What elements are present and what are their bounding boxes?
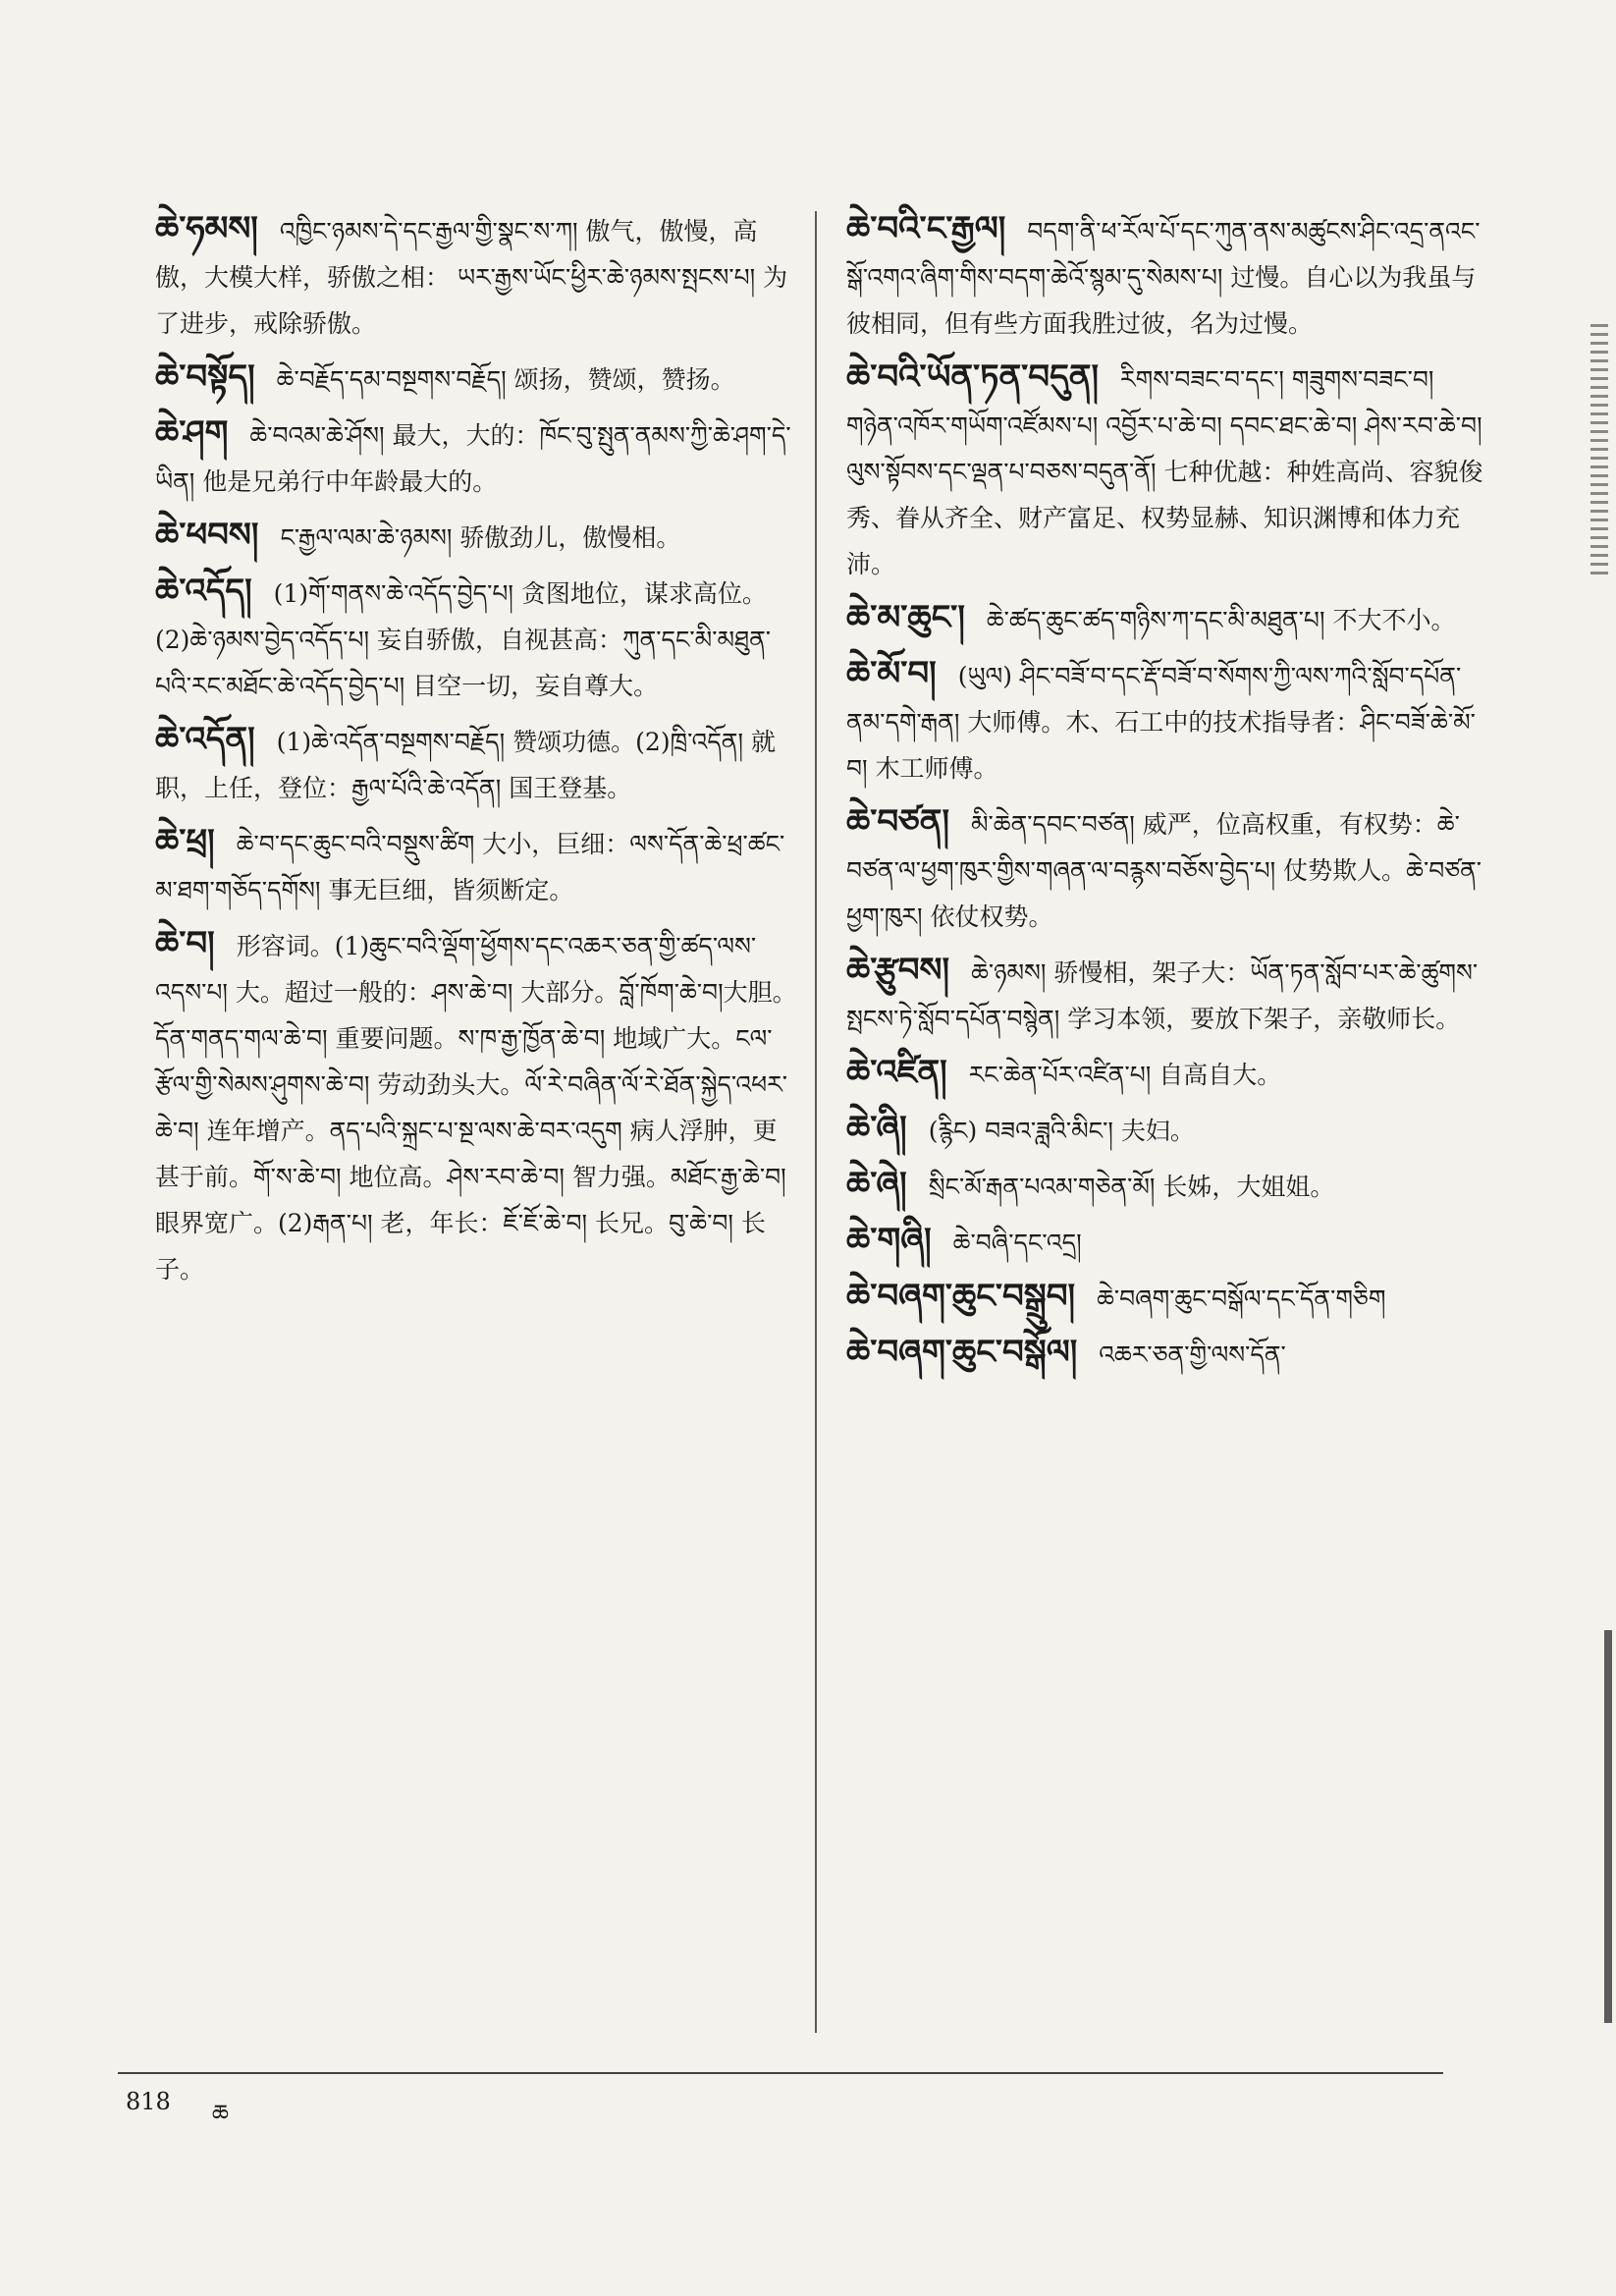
page-footer <box>126 2088 229 2154</box>
entry-headword: ཆེ་ཕབས། <box>155 516 259 555</box>
dictionary-entry <box>155 513 798 561</box>
entry-definition: མི་ཆེན་དབང་བཙན། 威严，位高权重，有权势：ཆེ་བཙན་ལ་ཕྱག་ཁུར་གྱིས་གཞན་ལ་བརྙས་བཅོས་བྱེད་པ། 仗势欺人。ཆེ་བཙན་ཕྱག་ཁུར། 依仗权势。 <box>846 810 1482 931</box>
section-letter: ཆ <box>211 2100 229 2127</box>
dictionary-entry <box>155 569 798 709</box>
entry-definition: ཆེ་བརྗོད་དམ་བསྔགས་བརྗོད། 颂扬，赞颂，赞扬。 <box>276 365 735 394</box>
entry-headword: ཆེ་ཧམས། <box>155 209 258 248</box>
dictionary-entry <box>155 355 798 403</box>
dictionary-entry <box>846 1106 1489 1154</box>
dictionary-entry <box>846 1050 1489 1098</box>
entry-headword: ཆེ་བསྟོད། <box>155 357 255 397</box>
entry-definition: རིགས་བཟང་བ་དང་། གཟུགས་བཟང་བ། གཉེན་འཁོར་གཡོག་འཛོམས་པ། འབྱོར་པ་ཆེ་བ། དབང་ཐང་ཆེ་བ། ཤེས་རབ་ཆེ་བ། ལུས་སྟོབས་དང་ལྡན་པ་བཅས་བདུན་ནོ། 七种优越：种姓高尚、容貌俊秀、眷从齐全、财产富足、权势显赫、知识渊博和体力充沛。 <box>846 365 1483 578</box>
dictionary-entry <box>846 1330 1489 1378</box>
entry-headword: ཆེ་འདོན། <box>155 720 255 759</box>
entry-definition: ཆེ་བཞི་དང་འདྲ། <box>952 1229 1082 1257</box>
dictionary-entry <box>846 651 1489 792</box>
dictionary-entry <box>846 595 1489 643</box>
entry-definition: (ཡུལ) ཤིང་བཟོ་བ་དང་རྡོ་བཟོ་བ་སོགས་ཀྱི་ལས་ཀའི་སློབ་དཔོན་ནམ་དགེ་རྒན། 大师傅。木、石工中的技术指导者：ཤིང་བཟོ་ཆེ་མོ་བ། 木工师傅。 <box>846 662 1476 783</box>
entry-headword: ཆེ་མ་ཆུང་། <box>846 598 965 637</box>
dictionary-entry <box>846 355 1489 587</box>
dictionary-entry <box>846 948 1489 1042</box>
entry-headword: ཆེ་བའི་ང་རྒྱལ། <box>846 209 1006 248</box>
entry-headword: ཆེ་ཞི། <box>846 1109 907 1148</box>
scan-edge-marks <box>1590 324 1608 579</box>
entry-headword: ཆེ་ཕྲ། <box>155 822 215 861</box>
footer-rule <box>118 2072 1443 2074</box>
entry-definition: འཁྱིང་ཉམས་དེ་དང་རྒྱལ་གྱི་སྣང་ས་ཀ། 傲气，傲慢，高傲，大模大样，骄傲之相： <box>155 217 758 292</box>
right-column <box>846 206 1489 1386</box>
entry-definition: འཆར་ཅན་གྱི་ལས་དོན་ <box>1099 1340 1286 1369</box>
entry-headword: ཆེ་གཞི། <box>846 1221 932 1260</box>
entry-headword: ཆེ་བཞག་ཆུང་བསྒྲུབ། <box>846 1277 1076 1316</box>
entry-definition: (1)གོ་གནས་ཆེ་འདོད་བྱེད་པ། 贪图地位，谋求高位。(2)ཆེ་ཉམས་བྱེད་འདོད་པ། 妄自骄傲，自视甚高：ཀུན་དང་མི་མཐུན་པའི་རང་མཐོང་ཆེ་འདོད་བྱེད་པ། 目空一切，妄自尊大。 <box>155 579 772 700</box>
entry-definition: ཡར་རྒྱས་ཡོང་ཕྱིར་ཆེ་ཉམས་སྤངས་པ། 为了进步，戒除骄傲。 <box>155 263 788 338</box>
dictionary-entry <box>846 1162 1489 1210</box>
entry-definition: 形容词。(1)ཆུང་བའི་ལྡོག་ཕྱོགས་དང་འཆར་ཅན་གྱི་ཚད་ལས་འདས་པ། 大。超过一般的：ཤས་ཆེ་བ། 大部分。བློ་ཁོག་ཆེ་བ།大胆。དོན་གནད་གལ་ཆེ་བ། 重要问题。ས་ཁ་རྒྱ་ཁྱོན་ཆེ་བ། 地域广大。ངལ་རྩོལ་གྱི་སེམས་ཤུགས་ཆེ་བ། 劳动劲头大。ལོ་རེ་བཞིན་ལོ་རེ་ཐོན་སྐྱེད་འཕར་ཆེ་བ། 连年增产。ནད་པའི་སྐྲང་པ་སྔ་ལས་ཆེ་བར་འདུག 病人浮肿，更甚于前。གོ་ས་ཆེ་བ། 地位高。ཤེས་རབ་ཆེ་བ། 智力强。མཐོང་རྒྱ་ཆེ་བ། 眼界宽广。(2)རྒན་པ། 老，年长：ཇོ་ཇོ་ཆེ་བ། 长兄。བུ་ཆེ་བ། 长子。 <box>155 932 797 1284</box>
entry-headword: ཆེ་བའི་ཡོན་ཏན་བདུན། <box>846 357 1100 397</box>
entry-definition: བདག་ནི་ཕ་རོལ་པོ་དང་ཀུན་ནས་མཚུངས་ཤིང་འདྲ་ནའང་སྒོ་འགའ་ཞིག་གིས་བདག་ཆེའོ་སྙམ་དུ་སེམས་པ། 过慢。自心以为我虽与彼相同，但有些方面我胜过彼，名为过慢。 <box>846 217 1481 338</box>
entry-definition: སྲིང་མོ་རྒན་པའམ་གཅེན་མོ། 长姊，大姐姐。 <box>928 1173 1335 1201</box>
entry-definition: ཆེ་ཉམས། 骄慢相，架子大：ཡོན་ཏན་སློབ་པར་ཆེ་ཚུགས་སྤངས་ཏེ་སློབ་དཔོན་བསྙེན། 学习本领，要放下架子，亲敬师长。 <box>846 958 1479 1033</box>
entry-definition: (1)ཆེ་འདོན་བསྔགས་བརྗོད། 赞颂功德。(2)ཁྲི་འདོན། 就职，上任，登位：རྒྱལ་པོའི་ཆེ་འདོན། 国王登基。 <box>155 728 776 802</box>
entry-headword: ཆེ་བ། <box>155 924 215 963</box>
entry-headword: ཆེ་བཙན། <box>846 802 949 842</box>
dictionary-entry <box>155 921 798 1292</box>
column-divider <box>815 211 817 2033</box>
entry-definition: ཆེ་བ་དང་ཆུང་བའི་བསྡུས་ཚིག 大小，巨细：ལས་དོན་ཆེ་ཕྲ་ཚང་མ་ཐག་གཅོད་དགོས། 事无巨细，皆须断定。 <box>155 830 785 904</box>
dictionary-entry <box>155 410 798 505</box>
entry-headword: ཆེ་འཛིན། <box>846 1053 947 1092</box>
left-column <box>155 206 798 1300</box>
entry-definition: (རྙིང) བཟའ་ཟླའི་མིང་། 夫妇。 <box>928 1117 1195 1145</box>
dictionary-entry <box>846 1274 1489 1322</box>
entry-definition: ང་རྒྱལ་ལམ་ཆེ་ཉམས། 骄傲劲儿，傲慢相。 <box>280 523 681 552</box>
entry-definition: རང་ཆེན་པོར་འཛིན་པ། 自高自大。 <box>968 1061 1282 1089</box>
scan-edge-bar <box>1604 1630 1612 2023</box>
entry-definition: ཆེ་ཚད་ཆུང་ཚད་གཉིས་ཀ་དང་མི་མཐུན་པ། 不大不小。 <box>986 606 1456 634</box>
page-number: 818 <box>126 2088 171 2115</box>
entry-headword: ཆེ་མོ་བ། <box>846 654 937 693</box>
dictionary-entry <box>846 1218 1489 1266</box>
entry-headword: ཆེ་ཤག <box>155 413 229 453</box>
entry-headword: ཆེ་བཞག་ཆུང་བསྒོལ། <box>846 1333 1078 1372</box>
entry-headword: ཆེ་འདོད། <box>155 572 252 611</box>
dictionary-entry <box>846 799 1489 940</box>
entry-definition: ཆེ་བཞག་ཆུང་བསྒོལ་དང་དོན་གཅིག <box>1097 1285 1386 1313</box>
entry-definition: ཆེ་བའམ་ཆེ་ཤོས། 最大，大的：ཁོང་བུ་སྤུན་ནམས་ཀྱི་ཆེ་ཤག་དེ་ཡིན། 他是兄弟行中年龄最大的。 <box>155 421 791 496</box>
dictionary-entry <box>155 717 798 811</box>
dictionary-entry <box>155 206 798 347</box>
entry-headword: ཆེ་ཞེ། <box>846 1165 907 1204</box>
entry-headword: ཆེ་རྩུབས། <box>846 951 950 990</box>
dictionary-entry <box>155 819 798 913</box>
dictionary-entry <box>846 206 1489 347</box>
